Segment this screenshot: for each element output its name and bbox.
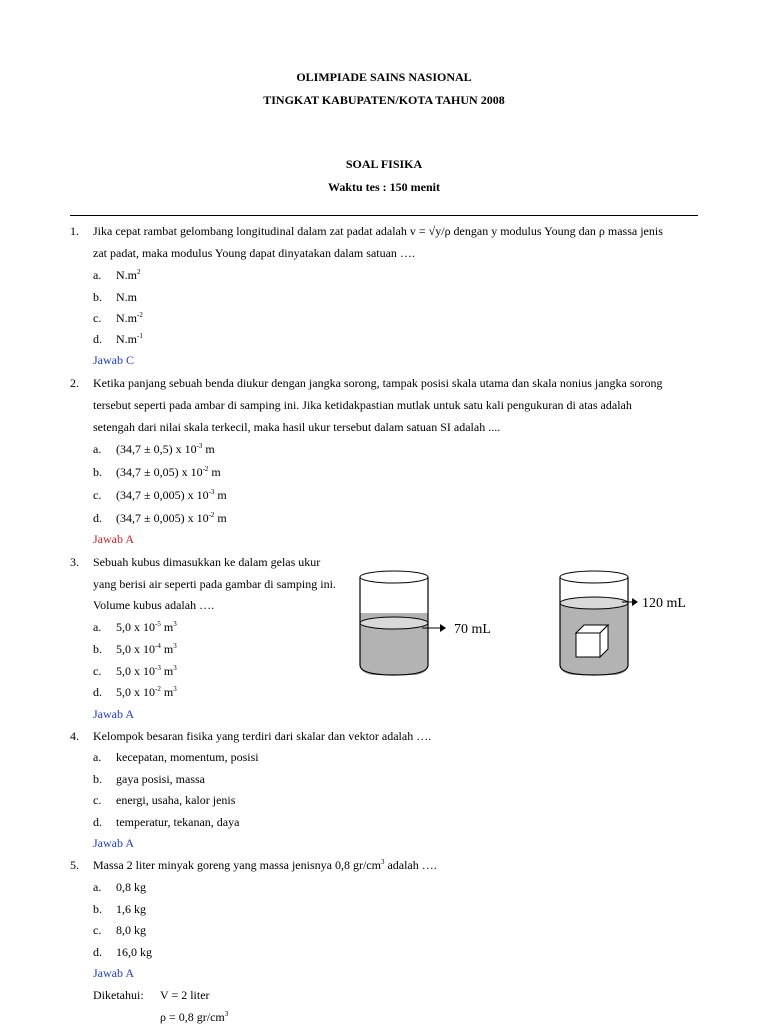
option-letter: a. — [93, 268, 102, 282]
option-letter: c. — [93, 488, 102, 502]
option-text: N.m — [116, 268, 137, 282]
answer-2: Jawab A — [93, 532, 134, 546]
exponent: -2 — [208, 511, 215, 519]
subject-title: SOAL FISIKA — [345, 157, 423, 171]
known-volume: V = 2 liter — [160, 988, 210, 1002]
option-letter: a. — [93, 620, 102, 634]
option-text: (34,7 ± 0,005) x 10 — [116, 511, 209, 525]
option-text: N.m — [116, 290, 137, 304]
exponent: -5 — [155, 620, 161, 628]
question-text-end: adalah …. — [384, 858, 437, 872]
option-letter: b. — [93, 772, 102, 786]
answer-5: Jawab A — [93, 966, 134, 980]
option-text: temperatur, tekanan, daya — [116, 815, 240, 829]
known-density — [160, 1010, 228, 1025]
option-letter: c. — [93, 923, 102, 937]
right-arrow-head — [632, 598, 638, 606]
option-text: gaya posisi, massa — [116, 772, 205, 786]
question-2-number: 2. — [70, 376, 79, 390]
exponent: -2 — [155, 685, 161, 693]
known-density-text: ρ = 0,8 gr/cm — [160, 1010, 225, 1024]
header-line-1: OLIMPIADE SAINS NASIONAL — [296, 70, 472, 84]
right-water-surface — [560, 597, 628, 609]
right-measuring-cylinder — [560, 571, 686, 675]
option-text: 16,0 kg — [116, 945, 152, 959]
answer-4: Jawab A — [93, 836, 134, 850]
left-volume-label: 70 mL — [454, 622, 491, 637]
exponent: 3 — [224, 1010, 229, 1018]
left-measuring-cylinder — [360, 571, 491, 675]
option-letter: a. — [93, 880, 102, 894]
question-1-text-line-2: zat padat, maka modulus Young dapat dinyatakan dalam satuan …. — [93, 246, 415, 260]
unit-exponent: 3 — [173, 642, 177, 650]
option-letter: d. — [93, 685, 102, 699]
unit: m — [202, 442, 215, 456]
exponent: -3 — [155, 664, 161, 672]
left-arrow-head — [440, 624, 446, 632]
question-4-number: 4. — [70, 729, 79, 743]
header-line-2: TINGKAT KABUPATEN/KOTA TAHUN 2008 — [263, 93, 505, 107]
exponent: -3 — [196, 442, 203, 450]
question-2-text-line-3: setengah dari nilai skala terkecil, maka hasil ukur tersebut dalam satuan SI adalah .... — [93, 420, 501, 434]
exponent: 2 — [137, 268, 141, 276]
option-text: (34,7 ± 0,05) x 10 — [116, 465, 203, 479]
option-letter: c. — [93, 793, 102, 807]
question-2-text-line-1: Ketika panjang sebuah benda diukur dengan jangka sorong, tampak posisi skala utama dan skala nonius jangka sorong — [93, 376, 663, 390]
option-letter: a. — [93, 442, 102, 456]
unit-exponent: 3 — [173, 685, 177, 693]
option-text: energi, usaha, kalor jenis — [116, 793, 236, 807]
known-label: Diketahui: — [93, 988, 144, 1002]
unit: m — [160, 620, 174, 634]
exponent: -1 — [137, 332, 143, 340]
option-text: (34,7 ± 0,005) x 10 — [116, 488, 209, 502]
answer-3: Jawab A — [93, 707, 134, 721]
option-letter: b. — [93, 465, 102, 479]
option-text: N.m — [116, 332, 137, 346]
unit: m — [160, 664, 174, 678]
question-text: Massa 2 liter minyak goreng yang massa jenisnya 0,8 gr/cm — [93, 858, 381, 872]
option-text: 0,8 kg — [116, 880, 146, 894]
unit-exponent: 3 — [173, 620, 177, 628]
option-letter: c. — [93, 311, 102, 325]
exponent: -2 — [137, 311, 143, 319]
left-cylinder-rim — [360, 571, 428, 583]
question-5-text-line-1 — [93, 858, 437, 873]
question-3-text-line-2: yang berisi air seperti pada gambar di samping ini. — [93, 577, 336, 591]
option-text: 8,0 kg — [116, 923, 146, 937]
option-text: 1,6 kg — [116, 902, 146, 916]
answer-1: Jawab C — [93, 353, 134, 367]
exponent: -4 — [155, 642, 161, 650]
header-divider — [70, 215, 698, 216]
unit: m — [160, 685, 174, 699]
option-letter: a. — [93, 750, 102, 764]
question-1-number: 1. — [70, 224, 79, 238]
option-letter: b. — [93, 290, 102, 304]
option-text: kecepatan, momentum, posisi — [116, 750, 259, 764]
option-text: 5,0 x 10 — [116, 664, 155, 678]
option-text: N.m — [116, 311, 137, 325]
question-5-number: 5. — [70, 858, 79, 872]
question-4-text-line-1: Kelompok besaran fisika yang terdiri dari skalar dan vektor adalah …. — [93, 729, 432, 743]
option-letter: d. — [93, 332, 102, 346]
option-text: 5,0 x 10 — [116, 642, 155, 656]
cube-icon — [576, 625, 608, 657]
option-text: 5,0 x 10 — [116, 685, 155, 699]
option-letter: d. — [93, 945, 102, 959]
left-water-surface — [360, 617, 428, 629]
option-text: 5,0 x 10 — [116, 620, 155, 634]
test-duration: Waktu tes : 150 menit — [328, 180, 440, 194]
option-letter: d. — [93, 815, 102, 829]
question-3-text-line-3: Volume kubus adalah …. — [93, 598, 215, 612]
exponent: -2 — [202, 465, 209, 473]
question-2-text-line-2: tersebut seperti pada ambar di samping ini. Jika ketidakpastian mutlak untuk satu kali pengukuran di atas adalah — [93, 398, 632, 412]
option-text: (34,7 ± 0,5) x 10 — [116, 442, 197, 456]
unit: m — [214, 511, 227, 525]
unit: m — [160, 642, 174, 656]
right-cylinder-rim — [560, 571, 628, 583]
question-1-text-line-1: Jika cepat rambat gelombang longitudinal dalam zat padat adalah v = √y/ρ dengan y modulus Young dan ρ massa jenis — [93, 224, 663, 238]
exponent: 3 — [380, 858, 385, 866]
option-letter: b. — [93, 642, 102, 656]
unit: m — [214, 488, 227, 502]
question-3-number: 3. — [70, 555, 79, 569]
exponent: -3 — [208, 488, 215, 496]
right-volume-label: 120 mL — [642, 596, 686, 611]
option-letter: d. — [93, 511, 102, 525]
unit-exponent: 3 — [173, 664, 177, 672]
measuring-cylinder-figure — [350, 565, 710, 685]
option-letter: b. — [93, 902, 102, 916]
unit: m — [208, 465, 221, 479]
question-3-text-line-1: Sebuah kubus dimasukkan ke dalam gelas ukur — [93, 555, 321, 569]
option-letter: c. — [93, 664, 102, 678]
